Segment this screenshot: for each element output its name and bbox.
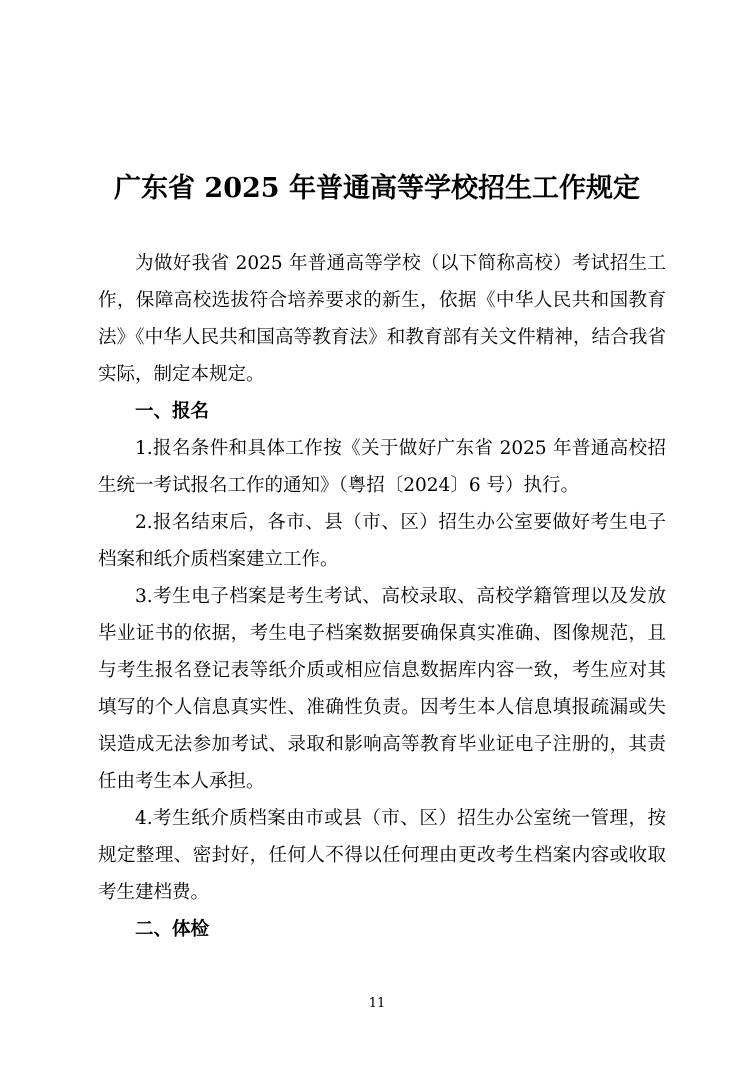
paragraph-registration-3: 3.考生电子档案是考生考试、高校录取、高校学籍管理以及发放毕业证书的依据，考生电子档案数据要确保真实准确、图像规范，且与考生报名登记表等纸介质或相应信息数据库内容一致，考生应对其填写的个人信息真实性、准确性负责。因考生本人信息填报疏漏或失误造成无法参加考试、录取和影响高等教育毕业证电子注册的，其责任由考生本人承担。: [98, 586, 666, 792]
section-heading-registration: 一、报名: [135, 401, 210, 422]
intro-paragraph: 为做好我省 2025 年普通高等学校（以下简称高校）考试招生工作，保障高校选拔符合培养要求的新生，依据《中华人民共和国教育法》《中华人民共和国高等教育法》和教育部有关文件精神，结合我省实际，制定本规定。: [98, 253, 666, 385]
paragraph-registration-4: 4.考生纸介质档案由市或县（市、区）招生办公室统一管理，按规定整理、密封好，任何人不得以任何理由更改考生档案内容或收取考生建档费。: [98, 808, 666, 903]
document-title: 广东省 2025 年普通高等学校招生工作规定: [114, 173, 640, 204]
paragraph-registration-1: 1.报名条件和具体工作按《关于做好广东省 2025 年普通高校招生统一考试报名工作的通知》（粤招〔2024〕6 号）执行。: [98, 438, 666, 496]
page-number: 11: [368, 996, 386, 1011]
document-body: [98, 245, 666, 948]
paragraph-registration-2: 2.报名结束后，各市、县（市、区）招生办公室要做好考生电子档案和纸介质档案建立工作。: [98, 512, 666, 570]
section-heading-physical-exam: 二、体检: [135, 919, 210, 940]
